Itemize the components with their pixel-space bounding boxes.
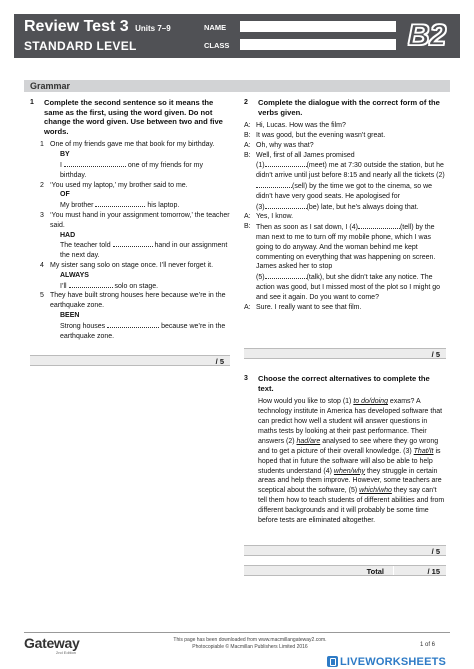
logo-edition: 2nd Edition — [56, 650, 77, 655]
list-item: 3 ‘You must hand in your assignment tomorrow,’ the teacher said. HAD The teacher told hand in our assignment the next day. — [40, 211, 230, 260]
name-field[interactable] — [240, 21, 396, 32]
exercise-number: 2 — [244, 99, 248, 106]
copyright-note: Photocopiable © Macmillan Publishers Limited 2016 — [192, 644, 308, 650]
exercise-1 — [30, 98, 230, 341]
keyword: OF — [60, 191, 70, 199]
liveworksheets-icon — [327, 656, 338, 667]
exercise-text: How would you like to stop (1) to do/doing exams? A technology institute in America has developed software that can predict how well a student will answer questions in maths tests by looking at their past performance. Their answers (2) had/are analysed to see where they go wrong and to get a picture of their overall knowledge. (3) That/It is hoped that in future the software will also be able to help students understand (4) when/why they struggle in certain areas and help them improve. However, some teachers are sceptical about the software, (5) which/who they say can’t tell them how to teach students of different abilities and from different backgrounds and it will probably be some time before tests are eliminated altogether. — [258, 398, 445, 525]
header-bar — [14, 14, 460, 58]
item-sentence: ‘You used my laptop,’ my brother said to me. — [50, 181, 188, 189]
dialogue-line: B: Then as soon as I sat down, I (4) (tell) by the man next to me to turn off my mobile phone, which I was going to do anyway. And the woman behind me kept commenting on everything that was happening on screen. James asked her to stop (5) (talk), but she didn’t take any notice. The action was good, but I missed most of the plot so I might go and see it again. Do you want to come? — [244, 223, 441, 301]
class-field[interactable] — [240, 39, 396, 50]
liveworksheets-logo[interactable]: LIVEWORKSHEETS — [327, 655, 446, 668]
download-note: This page has been downloaded from www.macmillangateway2.com. — [173, 637, 327, 643]
item-sentence: ‘You must hand in your assignment tomorrow,’ the teacher said. — [50, 211, 230, 229]
list-item: 1 One of my friends gave me that book for my birthday. BY I one of my friends for my birthday. — [40, 140, 230, 180]
level-badge: B2 — [407, 19, 447, 52]
item-sentence: One of my friends gave me that book for my birthday. — [50, 141, 215, 149]
answer-gap[interactable] — [265, 272, 307, 279]
keyword: HAD — [60, 231, 76, 239]
answer-gap[interactable] — [69, 281, 113, 288]
answer-gap[interactable] — [256, 181, 292, 188]
name-label: NAME — [204, 23, 227, 32]
list-item: 4 My sister sang solo on stage once. I’ll never forget it. ALWAYS I’ll solo on stage. — [40, 261, 230, 291]
exercise-number: 3 — [244, 375, 248, 382]
total-label: Total — [366, 567, 384, 576]
item-sentence: They have built strong houses here because we’re in the earthquake zone. — [50, 292, 226, 310]
exercise-3 — [244, 374, 446, 526]
page-number: 1 of 6 — [420, 642, 436, 648]
dialogue-line: B: Well, first of all James promised (1) (meet) me at 7:30 outside the station, but he didn’t arrive until just before 8:15 and nearly all the tickets (2) (sell) by the time we got to the cinema, so we didn’t have very good seats. He apologised for (3) (be) late, but he’s always doing that. — [244, 151, 445, 211]
answer-gap[interactable] — [113, 240, 153, 247]
dialogue-line: A: Hi, Lucas. How was the film? — [244, 122, 346, 130]
exercise-2-score: / 5 — [244, 348, 446, 359]
list-item: 5 They have built strong houses here because we’re in the earthquake zone. BEEN Strong houses because we’re in the earthquake zone. — [40, 291, 230, 341]
answer-gap[interactable] — [64, 160, 126, 167]
keyword: ALWAYS — [60, 271, 89, 279]
list-item: 2 ‘You used my laptop,’ my brother said to me. OF My brother his laptop. — [40, 181, 230, 211]
answer-gap[interactable] — [265, 160, 307, 167]
item-sentence: My sister sang solo on stage once. I’ll never forget it. — [50, 261, 214, 269]
exercise-3-score: / 5 — [244, 545, 446, 556]
test-title: Review Test 3 Units 7–9 — [24, 18, 171, 35]
total-value: / 15 — [427, 567, 440, 576]
keyword: BEEN — [60, 311, 80, 319]
choice-4[interactable]: when/why — [333, 467, 366, 475]
class-label: CLASS — [204, 41, 230, 50]
grammar-section-bar — [24, 80, 450, 92]
dialogue-line: B: It was good, but the evening wasn’t great. — [244, 131, 386, 139]
choice-5[interactable]: which/who — [359, 487, 392, 495]
exercise-2 — [244, 98, 446, 312]
section-title: Grammar — [30, 81, 71, 91]
answer-gap[interactable] — [95, 200, 145, 207]
choice-2[interactable]: had/are — [296, 437, 321, 445]
dialogue-line: A: Oh, why was that? — [244, 141, 314, 149]
keyword: BY — [60, 151, 70, 159]
dialogue-line: A: Yes, I know. — [244, 213, 294, 221]
exercise-instruction: Complete the dialogue with the correct form of the verbs given. — [258, 98, 440, 117]
exercise-1-score: / 5 — [30, 355, 230, 366]
answer-gap[interactable] — [265, 202, 307, 209]
footer-divider — [24, 632, 450, 633]
gateway-logo: Gateway — [24, 635, 80, 651]
total-score-row — [244, 565, 446, 576]
level-label: STANDARD LEVEL — [24, 39, 137, 53]
answer-gap[interactable] — [107, 321, 159, 328]
exercise-instruction: Choose the correct alternatives to complete the text. — [258, 374, 430, 393]
exercise-instruction: Complete the second sentence so it means the same as the first, using the word given. Do not change the word given. Use between two and five words. — [44, 98, 223, 136]
dialogue-line: A: Sure. I really want to see that film. — [244, 303, 362, 311]
exercise-number: 1 — [30, 99, 34, 106]
answer-gap[interactable] — [358, 222, 400, 229]
choice-1[interactable]: to do/doing — [353, 398, 388, 406]
choice-3[interactable]: That/It — [413, 447, 434, 455]
